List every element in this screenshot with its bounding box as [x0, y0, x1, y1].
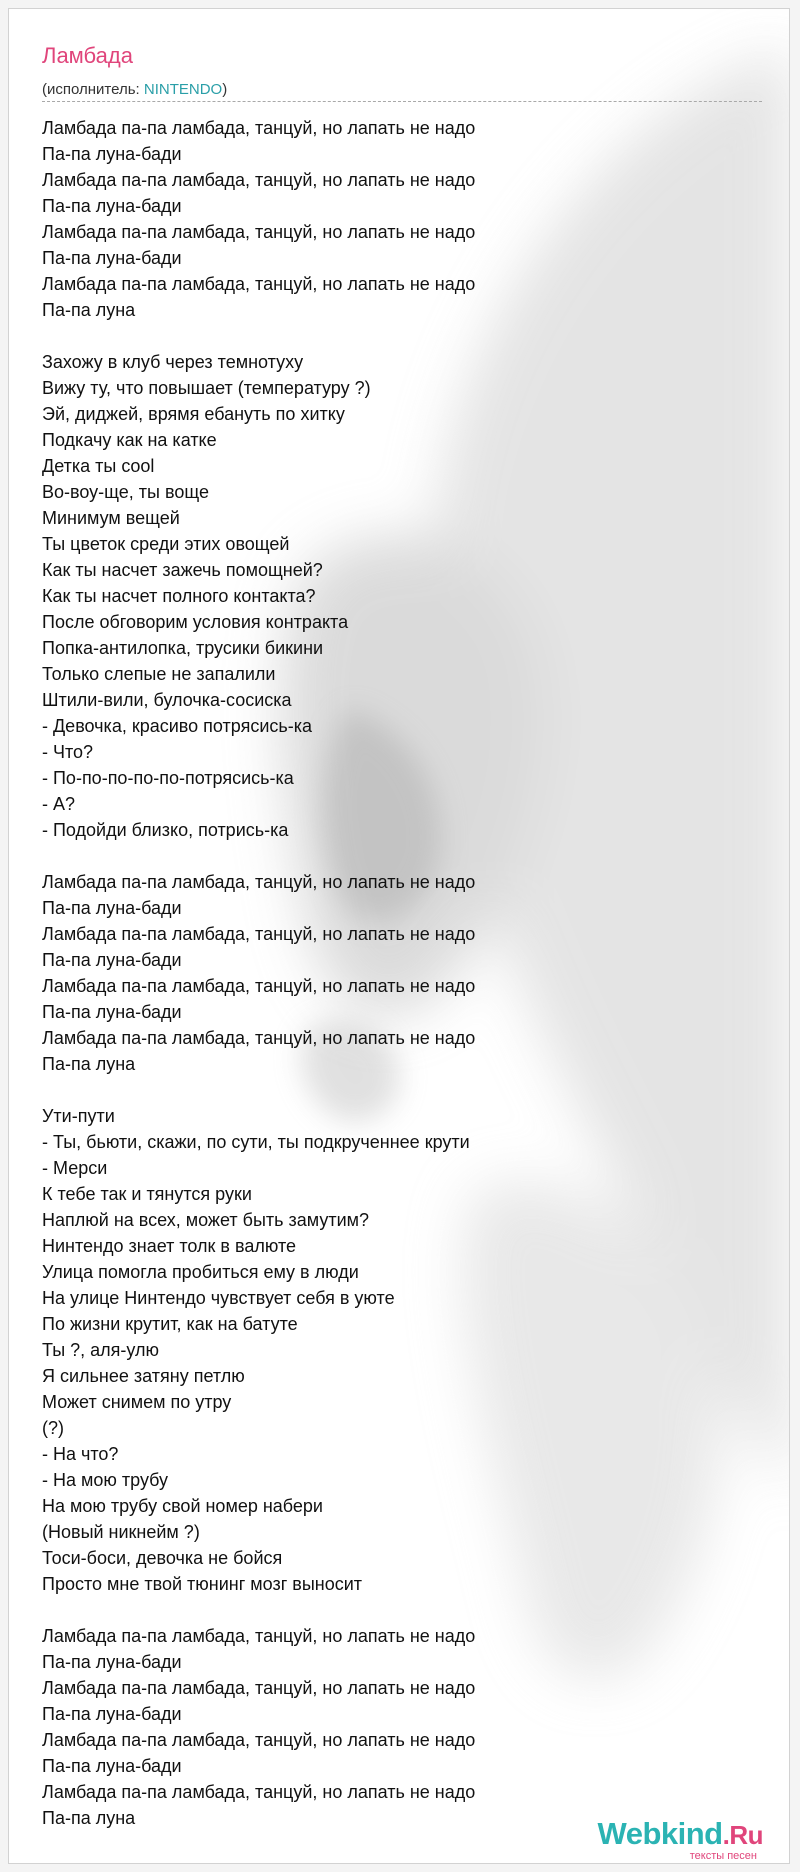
lyric-line: Ламбада па-па ламбада, танцуй, но лапать не надо — [42, 1678, 476, 1698]
lyric-line: Ламбада па-па ламбада, танцуй, но лапать не надо — [42, 118, 476, 138]
lyric-line: Захожу в клуб через темнотуху — [42, 352, 304, 372]
lyric-line: Просто мне твой тюнинг мозг выносит — [42, 1574, 363, 1594]
lyric-line: Штили-вили, булочка-сосиска — [42, 690, 292, 710]
lyric-line: Па-па луна-бади — [42, 1002, 182, 1022]
lyric-line: Только слепые не запалили — [42, 664, 276, 684]
lyric-line: Эй, диджей, врямя ебануть по хитку — [42, 404, 345, 424]
lyric-line: Ламбада па-па ламбада, танцуй, но лапать не надо — [42, 170, 476, 190]
title-divider — [42, 101, 762, 102]
lyric-line: Во-воу-ще, ты воще — [42, 482, 209, 502]
lyric-line: На мою трубу свой номер набери — [42, 1496, 323, 1516]
lyric-line: - На мою трубу — [42, 1470, 169, 1490]
lyric-line: Наплюй на всех, может быть замутим? — [42, 1210, 370, 1230]
artist-prefix: (исполнитель: — [42, 81, 144, 98]
lyric-line: (?) — [42, 1418, 64, 1438]
lyric-line: Ламбада па-па ламбада, танцуй, но лапать не надо — [42, 1626, 476, 1646]
lyric-line: - А? — [42, 794, 76, 814]
lyric-line: - Что? — [42, 742, 94, 762]
lyric-line: Па-па луна — [42, 300, 136, 320]
logo-tagline: тексты песен — [689, 1850, 757, 1862]
lyric-line: Па-па луна-бади — [42, 1652, 182, 1672]
lyric-line: - Ты, бьюти, скажи, по сути, ты подкрученнее крути — [42, 1132, 470, 1152]
lyric-line: - По-по-по-по-по-потрясись-ка — [42, 768, 294, 788]
lyric-line: К тебе так и тянутся руки — [42, 1184, 252, 1204]
lyric-line: Я сильнее затяну петлю — [42, 1366, 245, 1386]
lyric-line: Па-па луна-бади — [42, 950, 182, 970]
lyric-line: Минимум вещей — [42, 508, 180, 528]
logo-name: Webkind — [597, 1816, 723, 1851]
lyric-line: Ламбада па-па ламбада, танцуй, но лапать не надо — [42, 222, 476, 242]
lyric-line: Ты ?, аля-улю — [42, 1340, 160, 1360]
lyric-line: Нинтендо знает толк в валюте — [42, 1236, 296, 1256]
lyric-line: Ламбада па-па ламбада, танцуй, но лапать не надо — [42, 924, 476, 944]
lyric-line: - Подойди близко, потрись-ка — [42, 820, 289, 840]
stanza-break — [42, 323, 762, 349]
stanza-break — [42, 1597, 762, 1623]
lyric-line: Па-па луна-бади — [42, 1756, 182, 1776]
lyrics-text — [42, 115, 762, 1831]
lyric-line: Ламбада па-па ламбада, танцуй, но лапать не надо — [42, 976, 476, 996]
lyric-line: Как ты насчет зажечь помощней? — [42, 560, 323, 580]
site-logo[interactable] — [563, 1817, 763, 1864]
artist-suffix: ) — [222, 81, 228, 98]
lyric-line: Ламбада па-па ламбада, танцуй, но лапать не надо — [42, 1730, 476, 1750]
lyric-line: На улице Нинтендо чувствует себя в уюте — [42, 1288, 395, 1308]
lyric-line: - Девочка, красиво потрясись-ка — [42, 716, 313, 736]
stanza-break — [42, 843, 762, 869]
lyric-line: Па-па луна-бади — [42, 144, 182, 164]
lyric-line: Детка ты cool — [42, 456, 155, 476]
lyric-line: Ламбада па-па ламбада, танцуй, но лапать не надо — [42, 274, 476, 294]
lyric-line: Ламбада па-па ламбада, танцуй, но лапать не надо — [42, 1782, 476, 1802]
lyric-line: Вижу ту, что повышает (температуру ?) — [42, 378, 371, 398]
lyric-line: После обговорим условия контракта — [42, 612, 349, 632]
song-title: Ламбада — [42, 43, 133, 68]
lyric-line: Па-па луна-бади — [42, 898, 182, 918]
lyric-line: Ути-пути — [42, 1106, 115, 1126]
lyric-line: Попка-антилопка, трусики бикини — [42, 638, 324, 658]
lyric-line: Па-па луна-бади — [42, 1704, 182, 1724]
lyric-line: Па-па луна-бади — [42, 196, 182, 216]
lyric-line: Па-па луна — [42, 1054, 136, 1074]
lyric-line: Па-па луна — [42, 1808, 136, 1828]
lyrics-card — [8, 8, 790, 1864]
lyric-line: - Мерси — [42, 1158, 108, 1178]
artist-link[interactable]: NINTENDO — [143, 81, 223, 98]
lyric-line: Ламбада па-па ламбада, танцуй, но лапать не надо — [42, 872, 476, 892]
lyric-line: Улица помогла пробиться ему в люди — [42, 1262, 359, 1282]
lyric-line: Как ты насчет полного контакта? — [42, 586, 316, 606]
lyric-line: Тоси-боси, девочка не бойся — [42, 1548, 283, 1568]
lyric-line: (Новый никнейм ?) — [42, 1522, 200, 1542]
lyric-line: Подкачу как на катке — [42, 430, 217, 450]
stanza-break — [42, 1077, 762, 1103]
lyric-line: - На что? — [42, 1444, 119, 1464]
lyric-line: Ты цветок среди этих овощей — [42, 534, 290, 554]
logo-tld: .Ru — [722, 1820, 763, 1850]
lyric-line: По жизни крутит, как на батуте — [42, 1314, 298, 1334]
lyric-line: Па-па луна-бади — [42, 248, 182, 268]
lyric-line: Может снимем по утру — [42, 1392, 232, 1412]
lyric-line: Ламбада па-па ламбада, танцуй, но лапать не надо — [42, 1028, 476, 1048]
logo-wordmark — [598, 1817, 764, 1852]
artist-credit — [42, 81, 227, 99]
